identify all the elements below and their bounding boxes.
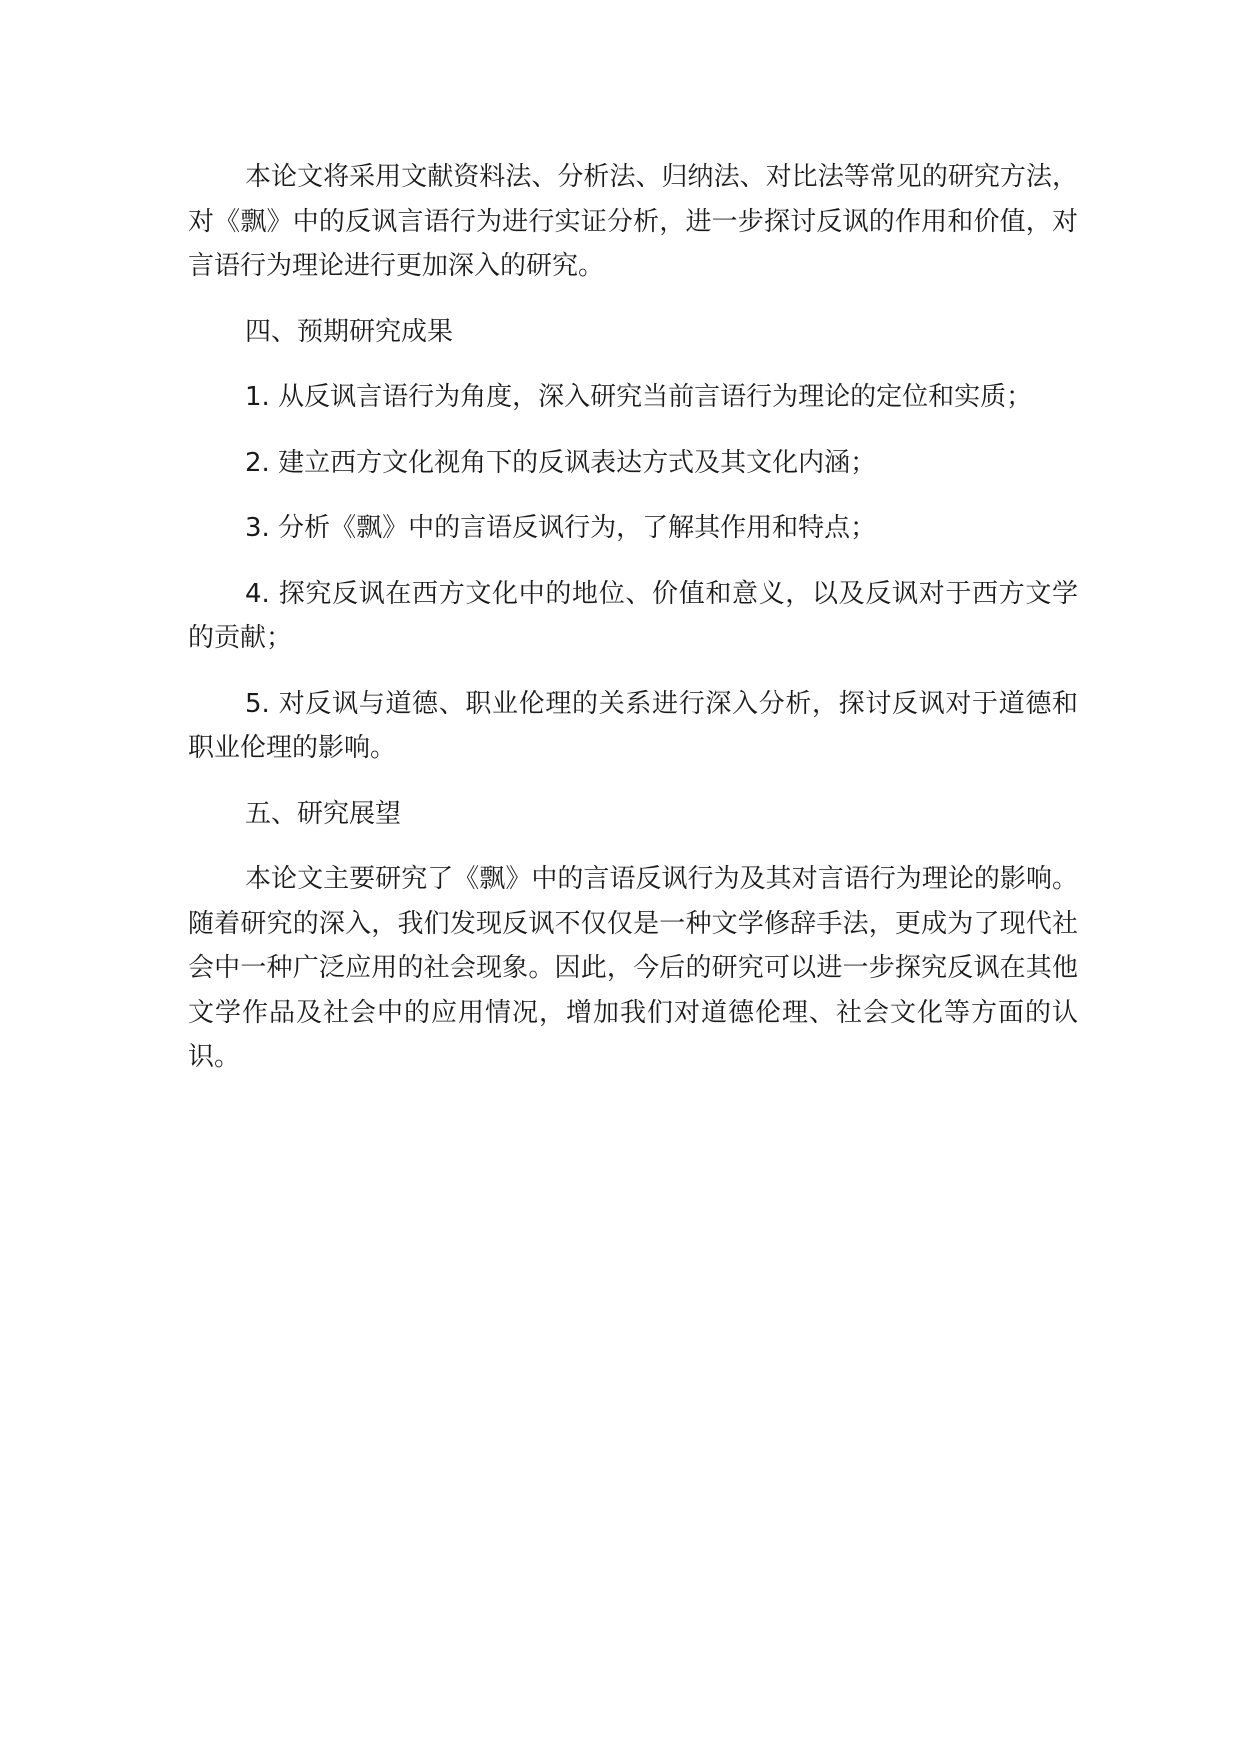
outlook-paragraph: 本论文主要研究了《飘》中的言语反讽行为及其对言语行为理论的影响。随着研究的深入，我们发现反讽不仅仅是一种文学修辞手法，更成为了现代社会中一种广泛应用的社会现象。因此，今后的研究可以进一步探究反讽在其他文学作品及社会中的应用情况，增加我们对道德伦理、社会文化等方面的认识。 [188,864,1078,1072]
section-heading-research-outlook: 五、研究展望 [245,798,402,829]
list-item: 5. 对反讽与道德、职业伦理的关系进行深入分析，探讨反讽对于道德和职业伦理的影响。 [188,688,1078,763]
list-item: 2. 建立西方文化视角下的反讽表达方式及其文化内涵； [245,447,877,478]
intro-paragraph: 本论文将采用文献资料法、分析法、归纳法、对比法等常见的研究方法，对《飘》中的反讽言语行为进行实证分析，进一步探讨反讽的作用和价值，对言语行为理论进行更加深入的研究。 [188,162,1078,281]
document-body [188,155,1078,1101]
list-item: 4. 探究反讽在西方文化中的地位、价值和意义，以及反讽对于西方文学的贡献； [188,578,1078,653]
list-item: 1. 从反讽言语行为角度，深入研究当前言语行为理论的定位和实质； [245,382,1033,412]
list-item: 3. 分析《飘》中的言语反讽行为，了解其作用和特点； [245,513,877,543]
section-heading-expected-results: 四、预期研究成果 [245,316,454,347]
